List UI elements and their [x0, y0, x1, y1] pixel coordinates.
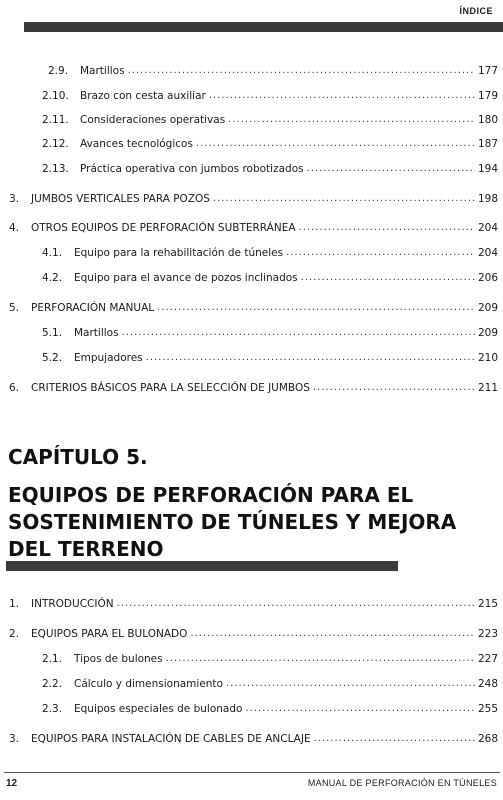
footer-book-title: MANUAL DE PERFORACIÓN EN TÚNELES — [307, 778, 497, 788]
toc-entry-title: Equipo para el avance de pozos inclinados — [74, 272, 298, 284]
toc-entry-title: Martillos — [80, 65, 125, 77]
chapter-divider-bar — [6, 561, 398, 571]
toc-entry-page: 204 — [477, 222, 498, 234]
toc-entry-page: 187 — [477, 138, 498, 150]
toc-entry-page: 215 — [477, 598, 498, 610]
toc-entry-title: Brazo con cesta auxiliar — [80, 90, 206, 102]
toc-entry-title: CRITERIOS BÁSICOS PARA LA SELECCIÓN DE JUMBOS — [31, 382, 310, 394]
toc-entry-page: 227 — [477, 653, 498, 665]
toc-entry-page: 268 — [477, 733, 498, 745]
toc-entry[interactable] — [9, 732, 498, 746]
toc-entry-number: 6. — [9, 382, 20, 394]
toc-entry-number: 2. — [9, 628, 20, 640]
toc-entry-page: 248 — [477, 678, 498, 690]
toc-entry[interactable] — [9, 597, 498, 611]
toc-entry-page: 209 — [477, 327, 498, 339]
footer-rule — [4, 772, 500, 773]
toc-entry-page: 211 — [477, 382, 498, 394]
toc-entry-page: 223 — [477, 628, 498, 640]
toc-entry-title: Equipos especiales de bulonado — [74, 703, 243, 715]
toc-entry-title: OTROS EQUIPOS DE PERFORACIÓN SUBTERRÁNEA — [31, 222, 296, 234]
toc-entry-title: Empujadores — [74, 352, 143, 364]
toc-entry-title: Martillos — [74, 327, 119, 339]
toc-entry-number: 5.2. — [42, 352, 63, 364]
chapter-title-line: EQUIPOS DE PERFORACIÓN PARA EL — [8, 483, 414, 507]
top-divider-bar — [24, 22, 503, 32]
running-header: ÍNDICE — [459, 6, 493, 16]
toc-entry-number: 2.12. — [42, 138, 69, 150]
toc-leader-dots — [157, 301, 475, 315]
toc-entry[interactable] — [42, 271, 498, 285]
toc-entry-number: 3. — [9, 733, 20, 745]
toc-entry-page: 179 — [477, 90, 498, 102]
toc-entry-page: 198 — [477, 193, 498, 205]
toc-entry[interactable] — [42, 89, 498, 103]
toc-entry-page: 177 — [477, 65, 498, 77]
footer-page-number: 12 — [6, 778, 18, 789]
toc-entry[interactable] — [42, 326, 498, 340]
toc-entry[interactable] — [9, 192, 498, 206]
chapter-title-line: SOSTENIMIENTO DE TÚNELES Y MEJORA — [8, 510, 457, 534]
toc-entry[interactable] — [42, 246, 498, 260]
toc-entry-title: INTRODUCCIÓN — [31, 598, 114, 610]
toc-entry-number: 3. — [9, 193, 20, 205]
toc-entry[interactable] — [9, 381, 498, 395]
toc-leader-dots — [190, 627, 475, 641]
toc-entry[interactable] — [9, 221, 498, 235]
toc-leader-dots — [226, 677, 475, 691]
toc-entry-title: Consideraciones operativas — [80, 114, 226, 126]
toc-entry-page: 180 — [477, 114, 498, 126]
toc-leader-dots — [128, 64, 475, 78]
toc-entry-page: 209 — [477, 302, 498, 314]
toc-entry-title: JUMBOS VERTICALES PARA POZOS — [31, 193, 210, 205]
toc-leader-dots — [307, 162, 475, 176]
chapter-label: CAPÍTULO 5. — [8, 445, 148, 469]
toc-leader-dots — [146, 351, 475, 365]
toc-entry[interactable] — [9, 627, 498, 641]
toc-entry-number: 2.3. — [42, 703, 63, 715]
toc-entry-number: 5.1. — [42, 327, 63, 339]
toc-leader-dots — [213, 192, 475, 206]
toc-entry-number: 4.2. — [42, 272, 63, 284]
toc-entry-title: Equipo para la rehabilitación de túneles — [74, 247, 284, 259]
toc-leader-dots — [245, 702, 475, 716]
toc-leader-dots — [286, 246, 475, 260]
toc-entry-number: 4. — [9, 222, 20, 234]
toc-leader-dots — [299, 221, 475, 235]
toc-entry-title: PERFORACIÓN MANUAL — [31, 302, 155, 314]
toc-entry-number: 4.1. — [42, 247, 63, 259]
toc-entry-number: 2.2. — [42, 678, 63, 690]
toc-entry-number: 2.11. — [42, 114, 69, 126]
toc-entry[interactable] — [42, 652, 498, 666]
toc-entry-page: 206 — [477, 272, 498, 284]
toc-leader-dots — [314, 732, 475, 746]
chapter-title-line: DEL TERRENO — [8, 537, 164, 561]
toc-leader-dots — [166, 652, 475, 666]
toc-entry[interactable] — [48, 64, 498, 78]
toc-entry-page: 194 — [477, 163, 498, 175]
toc-leader-dots — [117, 597, 475, 611]
toc-leader-dots — [313, 381, 475, 395]
toc-entry-number: 5. — [9, 302, 20, 314]
toc-entry[interactable] — [42, 162, 498, 176]
toc-entry-title: EQUIPOS PARA INSTALACIÓN DE CABLES DE ANCLAJE — [31, 733, 311, 745]
toc-entry-number: 2.1. — [42, 653, 63, 665]
toc-entry-page: 255 — [477, 703, 498, 715]
toc-entry-title: Tipos de bulones — [74, 653, 163, 665]
toc-entry-number: 1. — [9, 598, 20, 610]
toc-entry[interactable] — [42, 351, 498, 365]
toc-entry-number: 2.9. — [48, 65, 69, 77]
toc-entry-page: 204 — [477, 247, 498, 259]
toc-leader-dots — [209, 89, 475, 103]
toc-leader-dots — [122, 326, 475, 340]
toc-entry-number: 2.13. — [42, 163, 69, 175]
toc-entry[interactable] — [42, 702, 498, 716]
toc-entry[interactable] — [42, 137, 498, 151]
toc-entry[interactable] — [42, 677, 498, 691]
toc-entry-title: EQUIPOS PARA EL BULONADO — [31, 628, 188, 640]
toc-entry-title: Avances tecnológicos — [80, 138, 193, 150]
toc-entry-title: Cálculo y dimensionamiento — [74, 678, 223, 690]
toc-entry[interactable] — [42, 113, 498, 127]
toc-entry-title: Práctica operativa con jumbos robotizados — [80, 163, 304, 175]
toc-leader-dots — [301, 271, 475, 285]
toc-leader-dots — [228, 113, 475, 127]
toc-leader-dots — [196, 137, 475, 151]
toc-entry[interactable] — [9, 301, 498, 315]
toc-entry-page: 210 — [477, 352, 498, 364]
toc-entry-number: 2.10. — [42, 90, 69, 102]
